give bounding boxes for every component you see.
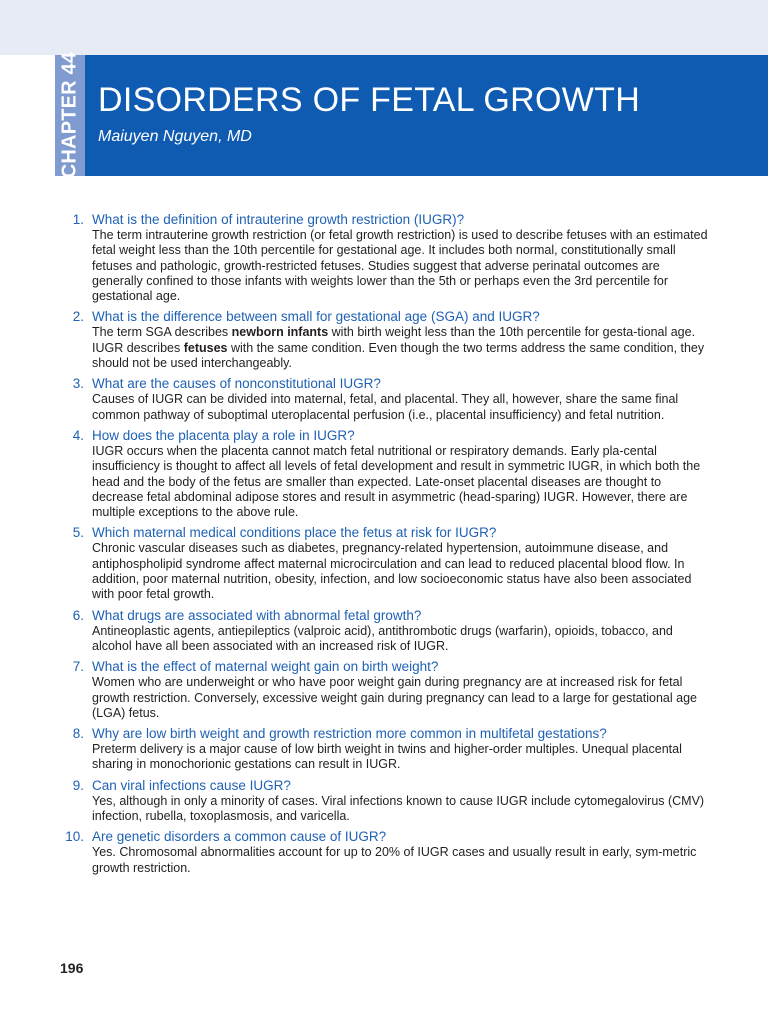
emphasis-fetuses: fetuses [183, 340, 228, 355]
answer: IUGR occurs when the placenta cannot match fetal nutritional or respiratory demands. Early pla-cental insufficiency is thought to affect all levels of fetal development and result in symmetric IUGR, in which both the head and the body of the fetus are smaller than expected. Late-onset placental diseases are thought to decrease fetal abdominal adipose stores and result in asymmetric (head-sparing) IUGR. However, there are multiple exceptions to the above rule. [92, 443, 701, 520]
question-number: 8. [72, 726, 84, 742]
emphasis-newborn-infants: newborn infants [231, 325, 329, 340]
answer: Women who are underweight or who have poor weight gain during pregnancy are at increased risk for fetal growth restriction. Conversely, excessive weight gain during pregnancy can lead to a large for gestational age (LGA) fetus. [92, 675, 697, 720]
question-number: 5. [72, 525, 84, 541]
question: Can viral infections cause IUGR? [92, 777, 291, 793]
qa-item-6 [55, 608, 710, 655]
answer: Chronic vascular diseases such as diabetes, pregnancy-related hypertension, autoimmune disease, and antiphospholipid syndrome affect maternal microcirculation and can lead to reduced placental blood flow. In addition, poor maternal nutrition, obesity, infection, and low socioeconomic status have also been associated with poor fetal growth. [92, 541, 692, 602]
qa-item-7 [55, 659, 710, 721]
question: What is the effect of maternal weight gain on birth weight? [92, 659, 439, 675]
answer: Preterm delivery is a major cause of low birth weight in twins and higher-order multiples. Unequal placental sharing in monochorionic gestations can result in IUGR. [92, 742, 682, 772]
question-number: 4. [72, 427, 84, 443]
question: How does the placenta play a role in IUGR? [92, 427, 355, 443]
answer: Yes. Chromosomal abnormalities account for up to 20% of IUGR cases and usually result in early, sym-metric growth restriction. [92, 845, 697, 875]
answer: Antineoplastic agents, antiepileptics (valproic acid), antithrombotic drugs (warfarin), opioids, tobacco, and alcohol have all been associated with an increased risk of IUGR. [92, 623, 673, 653]
qa-item-5 [55, 525, 710, 602]
chapter-header [85, 55, 768, 176]
answer: Causes of IUGR can be divided into maternal, fetal, and placental. They all, however, share the same final common pathway of suboptimal uteroplacental perfusion (i.e., placental insufficiency) and fetal nutrition. [92, 392, 679, 422]
qa-item-10 [55, 829, 710, 876]
question: What is the definition of intrauterine growth restriction (IUGR)? [92, 212, 465, 227]
question-number: 3. [72, 376, 84, 392]
question: Which maternal medical conditions place the fetus at risk for IUGR? [92, 525, 497, 541]
question: What are the causes of nonconstitutional IUGR? [92, 376, 381, 392]
qa-item-8 [55, 726, 710, 773]
answer: The term SGA describes newborn infants with birth weight less than the 10th percentile for gesta-tional age. IUGR describes fetuses with the same condition. Even though the two terms address the same condition, they should not be used interchangeably. [92, 325, 705, 371]
question: What drugs are associated with abnormal fetal growth? [92, 607, 422, 623]
answer: Yes, although in only a minority of cases. Viral infections known to cause IUGR include cytomegalovirus (CMV) infection, rubella, toxoplasmosis, and varicella. [92, 793, 705, 824]
question-number: 6. [72, 607, 84, 623]
qa-item-9 [55, 778, 710, 825]
question-number: 7. [72, 659, 84, 675]
question-number: 10. [65, 829, 84, 845]
qa-item-3 [55, 376, 710, 423]
question: What is the difference between small for gestational age (SGA) and IUGR? [92, 309, 540, 325]
top-margin-band [0, 0, 768, 55]
question: Are genetic disorders a common cause of IUGR? [92, 829, 387, 845]
answer: The term intrauterine growth restriction (or fetal growth restriction) is used to describe fetuses with an estimated fetal weight less than the 10th percentile for gestational age. It includes both normal, constitutionally small fetuses and pathologic, growth-restricted fetuses. Studies suggest that adverse perinatal outcomes are generally confined to those infants with weights lower than the 5th or perhaps even the 3rd percentile for gestational age. [92, 228, 708, 304]
qa-item-2 [55, 309, 710, 371]
question-number: 1. [72, 212, 84, 227]
page-number: 196 [60, 960, 84, 976]
chapter-label: CHAPTER 44 [58, 51, 81, 179]
qa-item-1 [55, 212, 710, 304]
qa-list [55, 212, 710, 881]
question-number: 9. [72, 777, 84, 793]
qa-item-4 [55, 428, 710, 520]
chapter-title: DISORDERS OF FETAL GROWTH [98, 81, 641, 119]
question-number: 2. [72, 309, 84, 325]
question: Why are low birth weight and growth restriction more common in multifetal gestations? [92, 726, 607, 742]
chapter-author: Maiuyen Nguyen, MD [98, 128, 252, 145]
